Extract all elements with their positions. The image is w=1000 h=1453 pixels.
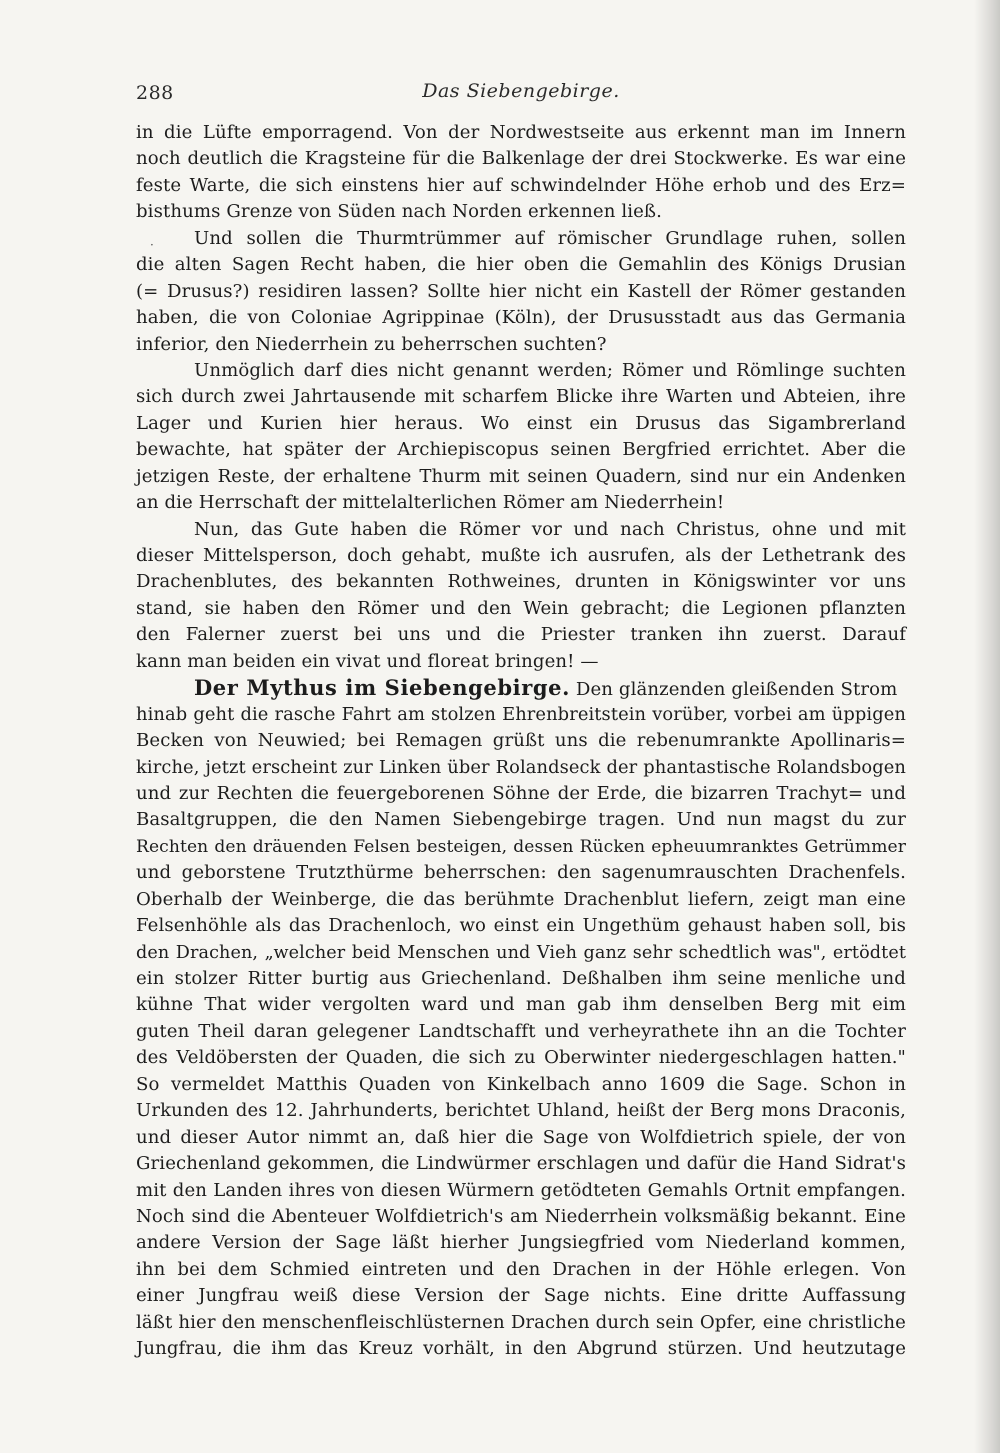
text-line: bisthums Grenze von Süden nach Norden erkennen ließ. xyxy=(136,201,662,223)
text-line: die alten Sagen Recht haben, die hier oben die Gemahlin des Königs Drusian xyxy=(136,254,906,276)
text-line: Lager und Kurien hier heraus. Wo einst ein Drusus das Sigambrerland xyxy=(136,412,906,434)
text-line: Becken von Neuwied; bei Remagen grüßt uns die rebenumrankte Apollinaris= xyxy=(136,730,906,752)
text-line: den Drachen, „welcher beid Menschen und Vieh ganz sehr schedtlich was", ertödtet xyxy=(136,942,906,963)
text-line: und geborstene Trutzthürme beherrschen: den sagenumrauschten Drachenfels. xyxy=(136,862,906,884)
text-line-fragment: Den glänzenden gleißenden Strom xyxy=(575,679,898,701)
text-line: an die Herrschaft der mittelalterlichen Römer am Niederrhein! xyxy=(136,492,725,514)
text-line: haben, die von Coloniae Agrippinae (Köln), der Drususstadt aus das Germania xyxy=(136,307,906,329)
text-line: Und sollen die Thurmtrümmer auf römischer Grundlage ruhen, sollen xyxy=(194,227,906,249)
text-line: ein stolzer Ritter burtig aus Griechenland. Deßhalben ihm seine menliche und xyxy=(136,968,906,989)
text-line: Urkunden des 12. Jahrhunderts, berichtet Uhland, heißt der Berg mons Draconis, xyxy=(136,1100,906,1122)
text-line: (= Drusus?) residiren lassen? Sollte hier nicht ein Kastell der Römer gestanden xyxy=(136,280,906,302)
text-line: kann man beiden ein vivat und floreat bringen! — xyxy=(136,650,599,672)
text-line: noch deutlich die Kragsteine für die Balkenlage der drei Stockwerke. Es war eine xyxy=(136,148,906,170)
page-number: 288 xyxy=(136,82,174,104)
body-text xyxy=(136,120,906,1363)
text-line: So vermeldet Matthis Quaden von Kinkelbach anno 1609 die Sage. Schon in xyxy=(136,1073,906,1095)
text-line: einer Jungfrau weiß diese Version der Sage nichts. Eine dritte Auffassung xyxy=(136,1285,906,1307)
text-line: inferior, den Niederrhein zu beherrschen suchten? xyxy=(136,333,607,355)
section-heading: Der Mythus im Siebengebirge. xyxy=(194,675,571,701)
text-line: Noch sind die Abenteuer Wolfdietrich's am Niederrhein volksmäßig bekannt. Eine xyxy=(136,1205,906,1227)
text-line: läßt hier den menschenfleischlüsternen Drachen durch sein Opfer, eine christliche xyxy=(136,1311,906,1333)
text-line: ihn bei dem Schmied eintreten und den Drachen in der Höhle erlegen. Von xyxy=(136,1258,906,1280)
text-line: guten Theil daran gelegener Landtschafft und verheyrathete ihn an die Tochter xyxy=(136,1020,906,1042)
text-line: hinab geht die rasche Fahrt am stolzen Ehrenbreitstein vorüber, vorbei am üppigen xyxy=(136,703,906,725)
text-line: jetzigen Reste, der erhaltene Thurm mit seinen Quadern, sind nur ein Andenken xyxy=(136,465,906,487)
text-line: den Falerner zuerst bei uns und die Priester tranken ihn zuerst. Darauf xyxy=(136,624,906,646)
text-line: Griechenland gekommen, die Lindwürmer erschlagen und dafür die Hand Sidrat's xyxy=(136,1153,906,1175)
text-line: stand, sie haben den Römer und den Wein gebracht; die Legionen pflanzten xyxy=(136,597,906,619)
text-line: kirche, jetzt erscheint zur Linken über Rolandseck der phantastische Rolandsbogen xyxy=(136,756,906,778)
text-line: sich durch zwei Jahrtausende mit scharfem Blicke ihre Warten und Abteien, ihre xyxy=(136,386,906,408)
text-line: Jungfrau, die ihm das Kreuz vorhält, in den Abgrund stürzen. Und heutzutage xyxy=(136,1338,906,1360)
binding-shadow xyxy=(974,0,1000,1453)
text-line: feste Warte, die sich einstens hier auf schwindelnder Höhe erhob und des Erz= xyxy=(136,174,906,196)
section-heading-line xyxy=(136,675,906,701)
text-line: in die Lüfte emporragend. Von der Nordwestseite aus erkennt man im Innern xyxy=(136,122,906,143)
text-line: Basaltgruppen, die den Namen Siebengebirge tragen. Und nun magst du zur xyxy=(136,809,906,831)
text-line: kühne That wider vergolten ward und man gab ihm denselben Berg mit eim xyxy=(136,994,906,1016)
text-line: Nun, das Gute haben die Römer vor und nach Christus, ohne und mit xyxy=(194,518,906,540)
text-line: mit den Landen ihres von diesen Würmern getödteten Gemahls Ortnit empfangen. xyxy=(136,1179,906,1201)
text-line: Drachenblutes, des bekannten Rothweines, drunten in Königswinter vor uns xyxy=(136,571,906,593)
text-line: und dieser Autor nimmt an, daß hier die Sage von Wolfdietrich spiele, der von xyxy=(136,1126,906,1148)
text-line: des Veldöbersten der Quaden, die sich zu Oberwinter niedergeschlagen hatten." xyxy=(136,1047,906,1069)
page-header xyxy=(136,76,906,112)
text-line: Rechten den dräuenden Felsen besteigen, dessen Rücken epheuumranktes Getrümmer xyxy=(136,836,906,857)
text-line: Unmöglich darf dies nicht genannt werden; Römer und Römlinge suchten xyxy=(194,359,906,381)
text-line: andere Version der Sage läßt hierher Jungsiegfried vom Niederland kommen, xyxy=(136,1232,906,1254)
text-line: dieser Mittelsperson, doch gehabt, mußte ich ausrufen, als der Lethetrank des xyxy=(136,545,906,566)
text-line: Oberhalb der Weinberge, die das berühmte Drachenblut liefern, zeigt man eine xyxy=(136,888,906,910)
text-line: bewachte, hat später der Archiepiscopus seinen Bergfried errichtet. Aber die xyxy=(136,439,906,461)
text-line: Felsenhöhle als das Drachenloch, wo einst ein Ungethüm gehaust haben soll, bis xyxy=(136,915,906,937)
text-line: und zur Rechten die feuergeborenen Söhne der Erde, die bizarren Trachyt= und xyxy=(136,782,906,804)
running-title: Das Siebengebirge. xyxy=(422,80,620,102)
stray-mark: · xyxy=(150,238,154,252)
